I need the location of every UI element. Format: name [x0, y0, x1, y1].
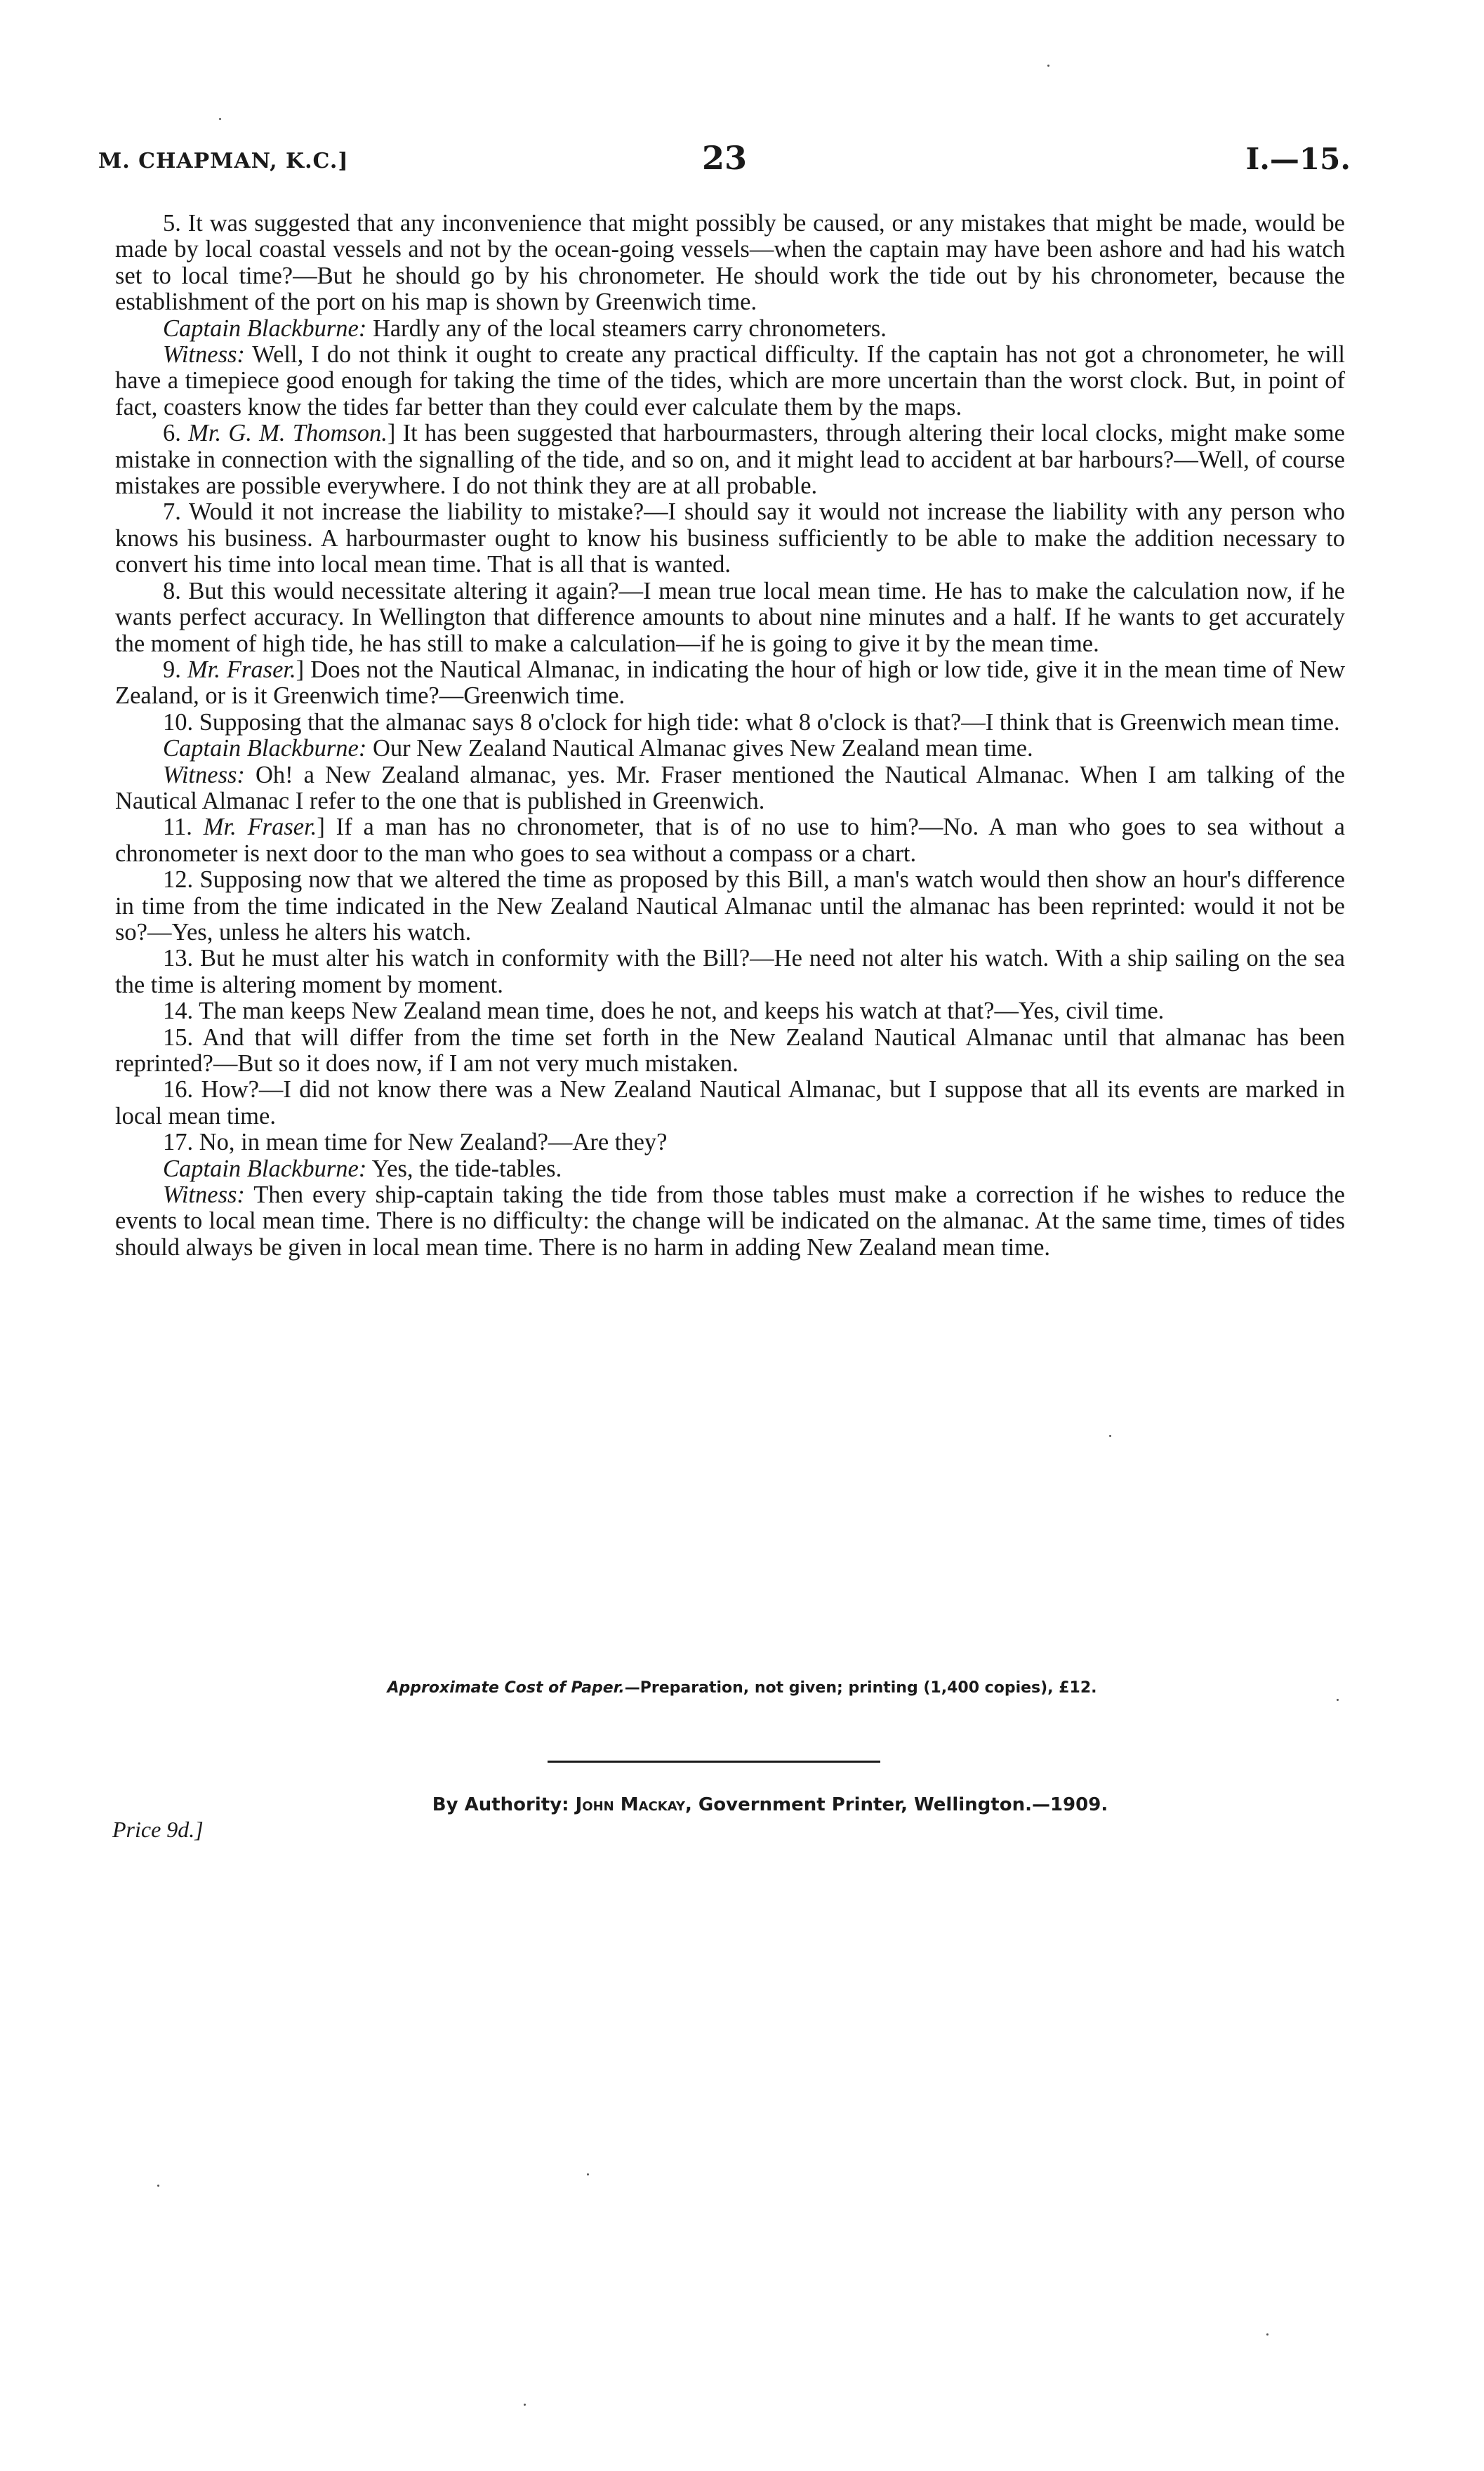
- scan-speck: [157, 2185, 159, 2187]
- paragraph: [115, 1156, 1345, 1182]
- paragraph-text: 17. No, in mean time for New Zealand?—Are they?: [163, 1129, 668, 1156]
- paragraph-text: 10. Supposing that the almanac says 8 o'clock for high tide: what 8 o'clock is that?—I think that is Greenwich mean time.: [163, 708, 1340, 736]
- paragraph-text: 5. It was suggested that any inconvenience that might possibly be caused, or any mistakes that might be made, would be made by local coastal vessels and not by the ocean-going vessels—when the captain may have been ashore and had his watch set to local time?—But he should go by his chronometer. He should work the tide out by his chronometer, because the establishment of the port on his map is shown by Greenwich time.: [115, 210, 1345, 316]
- scan-speck: [1337, 1699, 1339, 1701]
- speaker-name: Witness:: [163, 341, 245, 369]
- scan-speck: [1266, 2333, 1268, 2336]
- paragraph: [115, 1077, 1345, 1129]
- cost-of-paper-note: [0, 1679, 1484, 1697]
- paragraph-text: Well, I do not think it ought to create any practical difficulty. If the captain has not got a chronometer, he will have a timepiece good enough for taking the time of the tides, which are more uncertain than the worst clock. But, in point of fact, coasters know the tides far better than they could ever calculate them by the maps.: [115, 341, 1345, 420]
- price-note: Price 9d.]: [112, 1817, 204, 1842]
- paragraph-text: Oh! a New Zealand almanac, yes. Mr. Fraser mentioned the Nautical Almanac. When I am talking of the Nautical Almanac I refer to the one that is published in Greenwich.: [115, 761, 1345, 814]
- paragraph-text: ] If a man has no chronometer, that is of no use to him?—No. A man who goes to sea without a chronometer is next door to the man who goes to sea without a compass or a chart.: [115, 814, 1345, 867]
- page-header: [98, 139, 1351, 188]
- paragraph-text: Then every ship-captain taking the tide from those tables must make a correction if he wishes to reduce the events to local mean time. There is no difficulty: the change will be indicated on the almanac. At the same time, times of tides should always be given in local mean time. There is no harm in adding New Zealand mean time.: [115, 1181, 1345, 1261]
- paragraph: [115, 1182, 1345, 1261]
- paragraph: [115, 211, 1345, 316]
- paragraph-text: ] It has been suggested that harbourmasters, through altering their local clocks, might make some mistake in connection with the signalling of the tide, and so on, and it might lead to accident at bar harbours?—Well, of course mistakes are possible everywhere. I do not think they are at all probable.: [115, 420, 1345, 500]
- page-number: 23: [701, 139, 747, 177]
- evidence-transcript: [115, 211, 1345, 1261]
- speaker-name: Captain Blackburne:: [163, 314, 367, 342]
- paragraph: [115, 657, 1345, 710]
- speaker-name: Mr. Fraser.: [203, 814, 317, 841]
- paragraph: [115, 316, 1345, 342]
- speaker-name: Witness:: [163, 761, 245, 788]
- printer-authority-line: [28, 1794, 1484, 1815]
- paragraph: [115, 499, 1345, 578]
- speaker-name: Witness:: [163, 1181, 245, 1209]
- paragraph-text: 8. But this would necessitate altering it again?—I mean true local mean time. He has to make the calculation now, if he wants perfect accuracy. In Wellington that difference amounts to about nine minutes and a half. If he wants to get accurately the moment of high tide, he has still to make a calculation—if he is going to give it by the mean time.: [115, 577, 1345, 657]
- paragraph: [115, 736, 1345, 762]
- scan-speck: [1047, 65, 1049, 67]
- paragraph-text: ] Does not the Nautical Almanac, in indicating the hour of high or low tide, give it in the mean time of New Zealand, or is it Greenwich time?—Greenwich time.: [115, 656, 1345, 710]
- speaker-name: Captain Blackburne:: [163, 735, 367, 762]
- paragraph: [115, 867, 1345, 946]
- cost-label: Approximate Cost of Paper.: [387, 1679, 625, 1697]
- paragraph-text: Our New Zealand Nautical Almanac gives New Zealand mean time.: [366, 735, 1033, 762]
- paragraph: [115, 342, 1345, 420]
- speaker-name: Mr. G. M. Thomson.: [188, 420, 387, 447]
- paragraph: [115, 946, 1345, 998]
- paragraph-text: Yes, the tide-tables.: [366, 1155, 562, 1182]
- paragraph-text: 7. Would it not increase the liability to mistake?—I should say it would not increase the liability with any person who knows his business. A harbourmaster ought to know his business sufficiently to be able to make the addition necessary to convert his time into local mean time. That is all that is wanted.: [115, 498, 1345, 578]
- paragraph: [115, 762, 1345, 815]
- paragraph: [115, 420, 1345, 499]
- scan-speck: [587, 2173, 589, 2175]
- paragraph-text: 11.: [163, 814, 204, 841]
- paragraph-text: 14. The man keeps New Zealand mean time, does he not, and keeps his watch at that?—Yes, civil time.: [163, 998, 1165, 1025]
- printer-name: John Mackay: [575, 1794, 685, 1815]
- header-witness-name: M. CHAPMAN, K.C.]: [98, 149, 349, 173]
- paragraph: [115, 814, 1345, 867]
- paragraph-text: 13. But he must alter his watch in conformity with the Bill?—He need not alter his watch. With a ship sailing on the sea the time is altering moment by moment.: [115, 945, 1345, 998]
- paragraph-text: 16. How?—I did not know there was a New Zealand Nautical Almanac, but I suppose that all its events are marked in local mean time.: [115, 1076, 1345, 1129]
- divider-rule: [548, 1761, 880, 1763]
- paragraph-text: 12. Supposing now that we altered the time as proposed by this Bill, a man's watch would then show an hour's difference in time from the time indicated in the New Zealand Nautical Almanac until the almanac has been reprinted: would it not be so?—Yes, unless he alters his watch.: [115, 866, 1345, 946]
- speaker-name: Captain Blackburne:: [163, 1155, 367, 1182]
- scan-speck: [524, 2404, 526, 2406]
- document-reference: I.—15.: [1245, 142, 1351, 176]
- paragraph: [115, 1025, 1345, 1078]
- cost-details: —Preparation, not given; printing (1,400 copies), £12.: [624, 1679, 1097, 1697]
- paragraph-text: Hardly any of the local steamers carry chronometers.: [366, 314, 887, 342]
- scan-speck: [1109, 1435, 1111, 1437]
- paragraph-text: 9.: [163, 656, 187, 683]
- paragraph-text: 15. And that will differ from the time set forth in the New Zealand Nautical Almanac until that almanac has been reprinted?—But so it does now, if I am not very much mistaken.: [115, 1023, 1345, 1077]
- scan-speck: [219, 118, 221, 120]
- speaker-name: Mr. Fraser.: [187, 656, 296, 683]
- paragraph: [115, 578, 1345, 657]
- paragraph: [115, 710, 1345, 736]
- authority-prefix: By Authority:: [432, 1794, 576, 1815]
- paragraph: [115, 1129, 1345, 1155]
- paragraph: [115, 998, 1345, 1024]
- paragraph-text: 6.: [163, 420, 189, 447]
- authority-suffix: , Government Printer, Wellington.—1909.: [684, 1794, 1108, 1815]
